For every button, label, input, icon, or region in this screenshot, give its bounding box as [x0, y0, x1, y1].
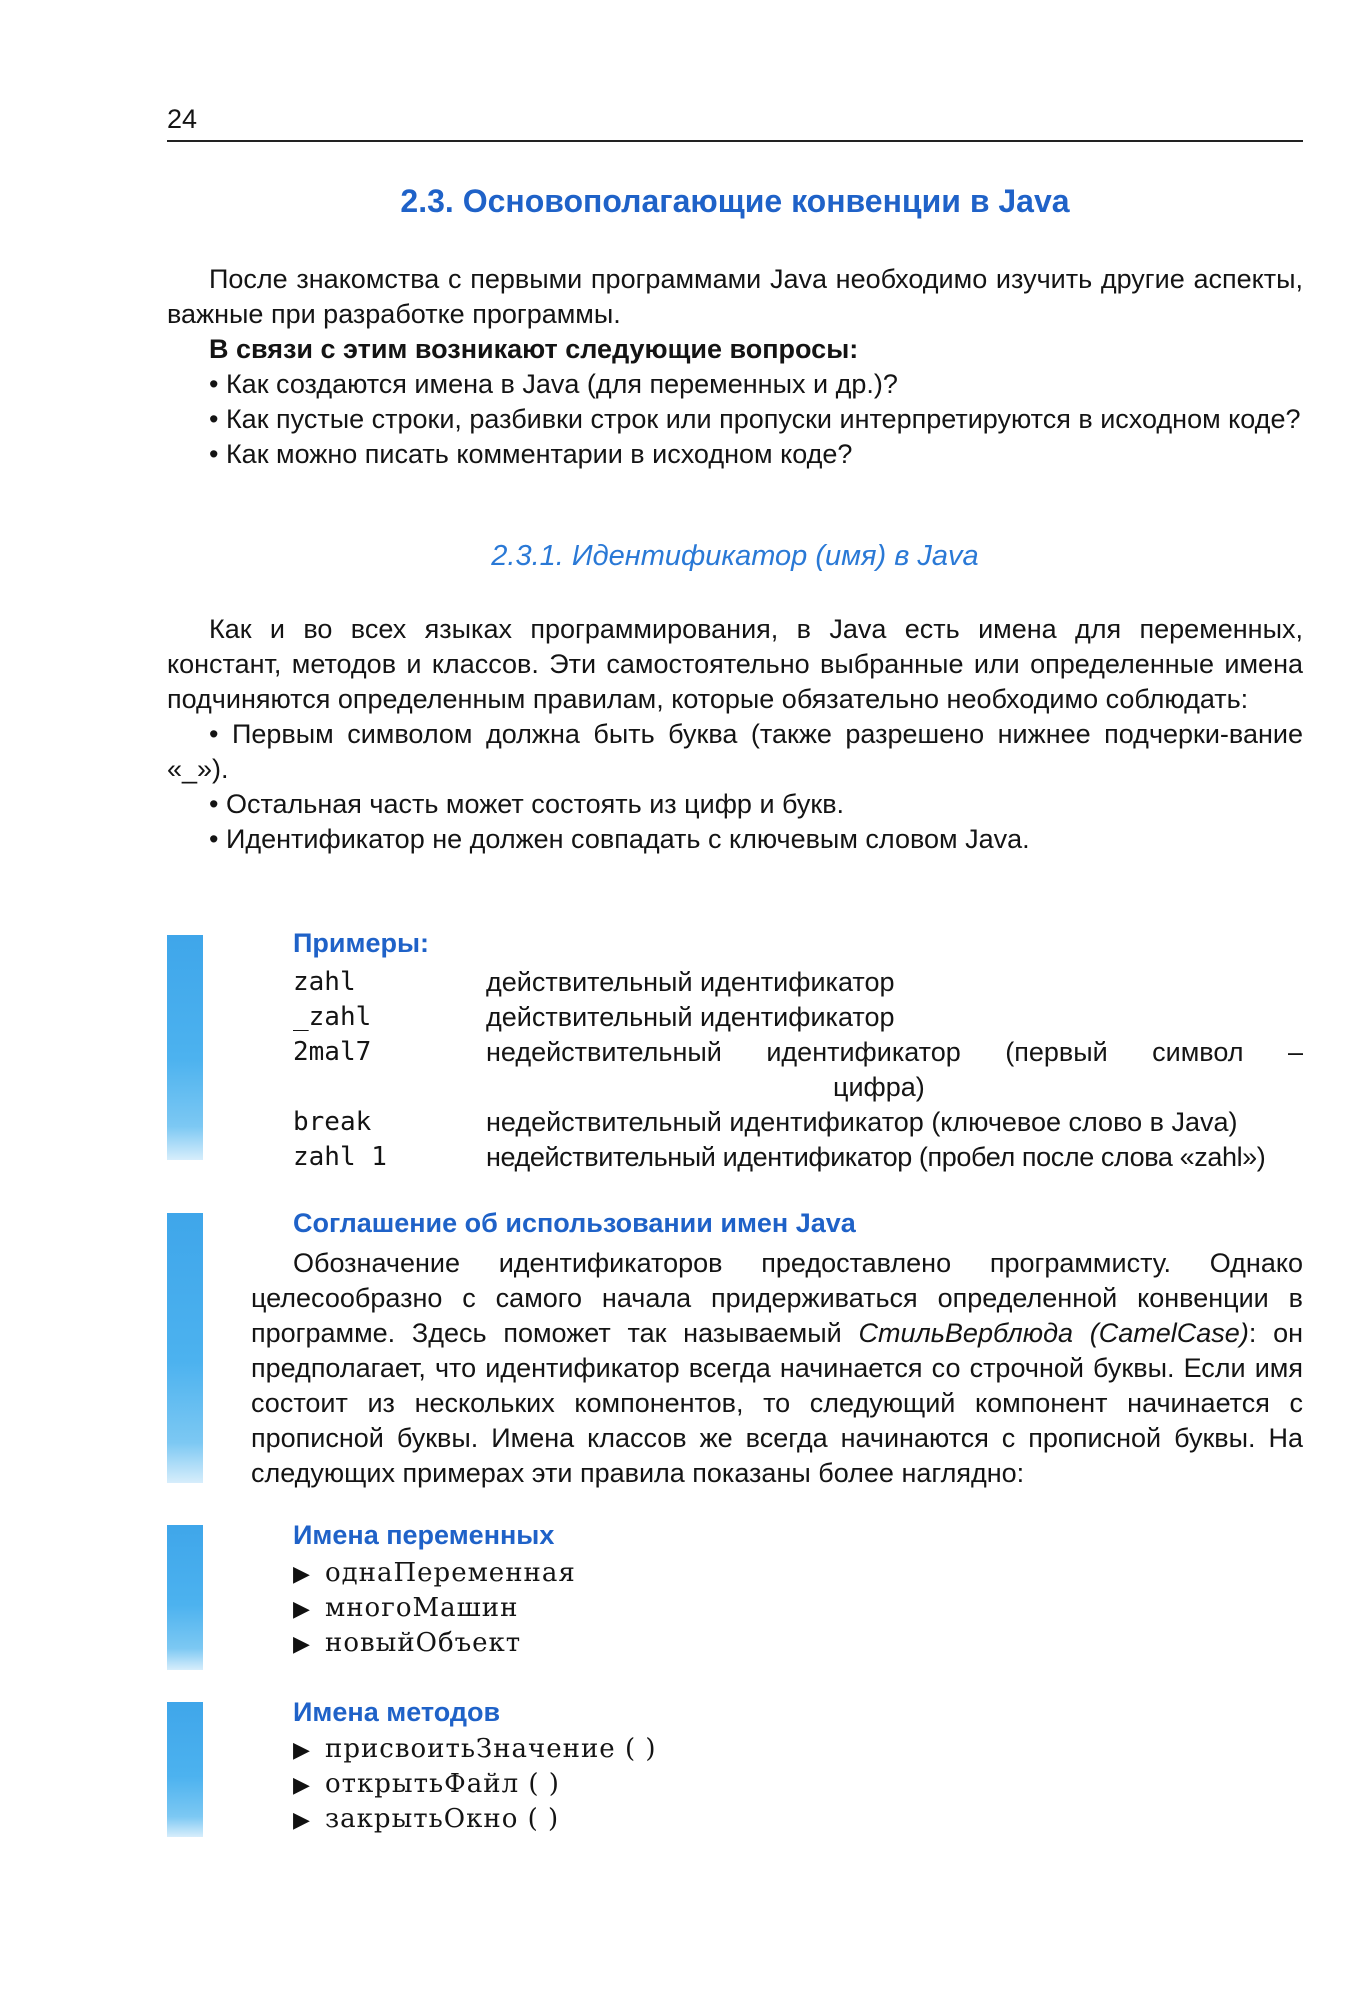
intro-block [167, 262, 1303, 472]
header-rule [167, 140, 1303, 142]
rule-item: • Остальная часть может состоять из цифр и букв. [209, 789, 845, 819]
list-item [293, 1767, 657, 1802]
triangle-bullet-icon: ▶ [293, 1807, 310, 1832]
question-item: • Как создаются имена в Java (для переменных и др.)? [209, 369, 898, 399]
example-row [293, 965, 1303, 1000]
list-item [293, 1626, 576, 1661]
example-row [293, 1000, 1303, 1035]
section-title: 2.3. Основополагающие конвенции в Java [400, 183, 1070, 219]
list-item [293, 1556, 576, 1591]
rule-item: • Первым символом должна быть буква (также разрешено нижнее подчерки-вание «_»). [167, 719, 1303, 784]
variables-heading: Имена переменных [293, 1520, 555, 1550]
intro-paragraph: После знакомства с первыми программами Java необходимо изучить другие аспекты, важные при разработке программы. [167, 264, 1303, 329]
example-desc: недействительный идентификатор (пробел после слова «zahl») [486, 1142, 1266, 1172]
list-item [293, 1591, 576, 1626]
triangle-bullet-icon: ▶ [293, 1596, 310, 1621]
example-code: zahl 1 [293, 1142, 387, 1172]
convention-text-before: Обозначение идентификаторов предоставлено программисту. Однако целесообразно с самого начала придерживаться определенной конвенции в программе. Здесь поможет так называемый [251, 1248, 1303, 1348]
margin-bar [167, 1213, 203, 1483]
convention-text [251, 1246, 1303, 1491]
rule-item: • Идентификатор не должен совпадать с ключевым словом Java. [209, 824, 1030, 854]
examples-table [293, 965, 1303, 1175]
methods-heading: Имена методов [293, 1697, 501, 1727]
rules-paragraph: Как и во всех языках программирования, в Java есть имена для переменных, констант, методов и классов. Эти самостоятельно выбранные или определенные имена подчиняются определенным правилам, которые обязательно необходимо соблюдать: [167, 614, 1303, 714]
example-desc: цифра) [833, 1072, 925, 1102]
convention-text-after: : он предполагает, что идентификатор всегда начинается со строчной буквы. Если имя состоит из нескольких компонентов, то следующий компонент начинается с прописной буквы. Имена классов же всегда начинаются с прописной буквы. На следующих примерах эти правила показаны более наглядно: [251, 1318, 1303, 1488]
questions-heading: В связи с этим возникают следующие вопросы: [209, 334, 859, 364]
example-code: zahl [293, 967, 356, 997]
example-code: _zahl [293, 1002, 372, 1032]
example-desc: недействительный идентификатор (первый символ – [486, 1037, 1303, 1067]
variable-name: новыйОбъект [325, 1628, 522, 1658]
example-row [293, 1140, 1303, 1175]
triangle-bullet-icon: ▶ [293, 1772, 310, 1797]
method-name: открытьФайл ( ) [325, 1769, 560, 1799]
example-desc: действительный идентификатор [486, 1002, 895, 1032]
page-number: 24 [167, 104, 198, 134]
variables-list [293, 1556, 576, 1661]
list-item [293, 1802, 657, 1837]
example-code: break [293, 1107, 372, 1137]
convention-heading: Соглашение об использовании имен Java [293, 1208, 856, 1238]
example-row [293, 1105, 1303, 1140]
variable-name: однаПеременная [325, 1558, 576, 1588]
method-name: закрытьОкно ( ) [325, 1804, 560, 1834]
example-desc: действительный идентификатор [486, 967, 895, 997]
margin-bar [167, 935, 203, 1160]
subsection-title: 2.3.1. Идентификатор (имя) в Java [491, 540, 979, 572]
example-row-continuation [293, 1070, 1303, 1105]
variable-name: многоМашин [325, 1593, 519, 1623]
question-item: • Как пустые строки, разбивки строк или пропуски интерпретируются в исходном коде? [209, 404, 1301, 434]
method-name: присвоитьЗначение ( ) [325, 1734, 657, 1764]
example-desc: недействительный идентификатор (ключевое слово в Java) [486, 1107, 1238, 1137]
example-code: 2mal7 [293, 1037, 372, 1067]
triangle-bullet-icon: ▶ [293, 1631, 310, 1656]
triangle-bullet-icon: ▶ [293, 1737, 310, 1762]
triangle-bullet-icon: ▶ [293, 1561, 310, 1586]
camelcase-term: СтильВерблюда (CamelCase) [858, 1318, 1249, 1348]
example-row [293, 1035, 1303, 1070]
examples-heading: Примеры: [293, 928, 430, 958]
methods-list [293, 1732, 657, 1837]
question-item: • Как можно писать комментарии в исходном коде? [209, 439, 853, 469]
convention-paragraph [251, 1246, 1303, 1491]
list-item [293, 1732, 657, 1767]
margin-bar [167, 1525, 203, 1670]
rules-block [167, 612, 1303, 857]
margin-bar [167, 1702, 203, 1837]
